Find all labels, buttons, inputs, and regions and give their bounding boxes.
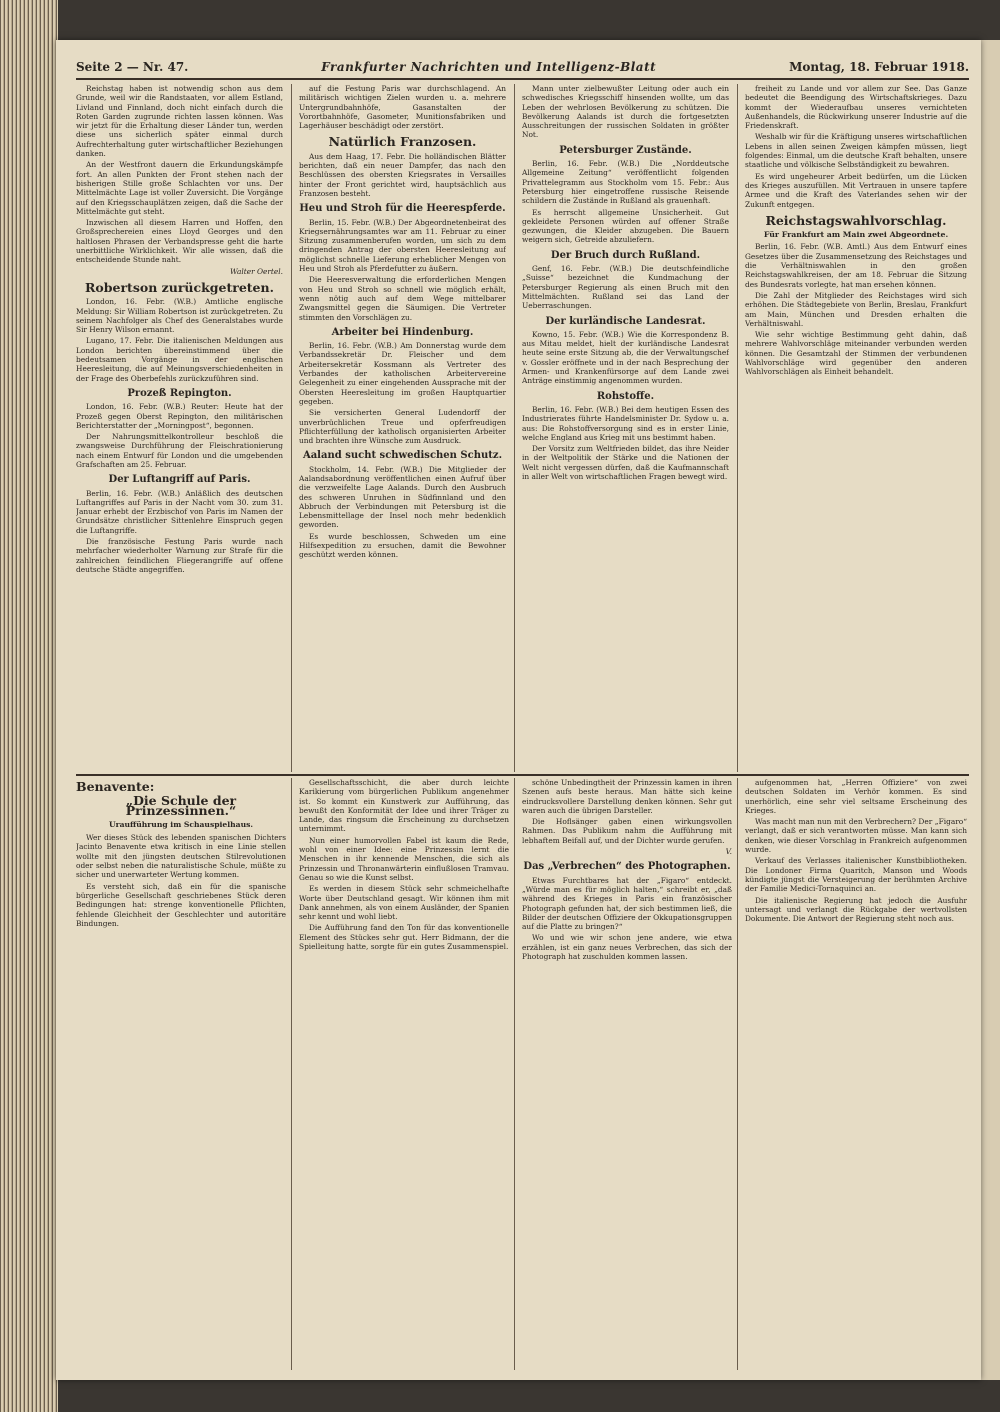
article-text: Stockholm, 14. Febr. (W.B.) Die Mitglieder der Aalandsabordnung veröffentlichen einen Aufruf über die verzweifelte Lage Aalands. Durch den Ausbruch des schweren Unruhen in Südfinnland und den Abbruch der Verbindungen mit Petersburg ist die Lebensmittellage der Insel noch mehr bedenklich geworden. — [299, 464, 506, 530]
column-4 — [745, 84, 967, 770]
article-text: Die Hoflsänger gaben einen wirkungsvollen Rahmen. Das Publikum nahm die Aufführung mit lebhaftem Beifall auf, und der Dichter wurde gerufen. — [522, 817, 732, 845]
article-text: Berlin, 16. Febr. (W.B.) Die „Norddeutsche Allgemeine Zeitung“ veröffentlicht folgenden Privattelegramm aus Stockholm vom 15. Febr.: Aus Petersburg hier eingetroffene russische Reisende schildern die Zustände in Rußland als grauenhaft. — [522, 159, 729, 206]
headline-franzosen: Natürlich Franzosen. — [328, 134, 477, 150]
article-text: London, 16. Febr. (W.B.) Amtliche englische Meldung: Sir William Robertson ist zurückgetreten. Zu seinem Nachfolger als Chef des Generalstabes wurde Sir Henry Wilson ernannt. — [76, 297, 283, 335]
article-signature: Walter Oertel. — [230, 266, 283, 276]
article-text: Wer dieses Stück des lebenden spanischen Dichters Jacinto Benavente etwa kritisch in eine Linie stellen wollte mit den jüngsten deutschen Stilrevolutionen oder selbst neben die naturalistische Schule, müßte zu sicher und unerwarteter Wertung kommen. — [76, 833, 286, 880]
subheadline: Für Frankfurt am Main zwei Abgeordnete. — [763, 230, 949, 240]
article-text: Etwas Furchtbares hat der „Figaro“ entdeckt. „Würde man es für möglich halten,“ schreibt er, „daß während des Krieges in Paris ein französischer Photograph gefunden hat, der sich bestimmen ließ, die Bilder der deutschen Offiziere der Okkupationsgruppen auf die Platte zu bringen?“ — [522, 875, 732, 932]
article-text: Berlin, 16. Febr. (W.B.) Anläßlich des deutschen Luftangriffes auf Paris in der Nacht vom 30. zum 31. Januar erhebt der Erzbischof von Paris im Namen der Grundsätze christlicher Sittenlehre Einspruch gegen die Luftangriffe. — [76, 488, 283, 535]
feuilleton-column-3 — [522, 778, 732, 1368]
masthead: Frankfurter Nachrichten und Intelligenz-Blatt — [321, 60, 657, 74]
article-text: Gesellschaftsschicht, die aber durch leichte Karikierung vom bürgerlichen Publikum angenehmer ist. So kommt ein Kunstwerk zur Aufführung, das bewußt den Konformität der Idee und ihrer Träger zu Lande, das ringsum die Erscheinung zu durchsetzen unternimmt. — [299, 778, 509, 834]
article-text: Es wurde beschlossen, Schweden um eine Hilfsexpedition zu ersuchen, damit die Bewohner geschützt werden können. — [299, 531, 506, 560]
headline-benavente: Benavente: — [76, 779, 155, 794]
next-page-edge — [981, 40, 1000, 1380]
article-text: Der Nahrungsmittelkontrolleur beschloß die zwangsweise Durchführung der Fleischrationierung nach einem Entwurf für London und die umgebenden Grafschaften am 25. Februar. — [76, 432, 283, 469]
article-text: Berlin, 16. Febr. (W.B. Amtl.) Aus dem Entwurf eines Gesetzes über die Zusammensetzung des Reichstages und die Verhältniswahlen in den großen Reichstagswahlkreisen, der am 18. Februar die Sitzung des Bundesrats vorlegte, hat man ersehen können. — [745, 242, 967, 289]
subheadline: Uraufführung im Schauspielhaus. — [108, 819, 254, 829]
headline-repington: Prozeß Repington. — [127, 387, 232, 399]
feuilleton-column-1 — [76, 778, 286, 1368]
feuilleton-column-4 — [745, 778, 967, 1368]
article-text: freiheit zu Lande und vor allem zur See. Das Ganze bedeutet die Beendigung des Wirtschaftskrieges. Dazu kommt der Wiederaufbau unseres vernichteten Außenhandels, die Rückwirkung unserer Industrie auf die Friedenskraft. — [745, 84, 967, 131]
article-text: Berlin, 15. Febr. (W.B.) Der Abgeordnetenbeirat des Kriegsernährungsamtes war am 11. Februar zu einer Sitzung zusammenberufen worden, um sich zu dem dringenden Antrag der obersten Heeresleitung auf möglichst schnelle Lieferung erheblicher Mengen von Heu und Stroh als Pferdefutter zu äußern. — [299, 217, 506, 274]
article-text: Berlin, 16. Febr. (W.B.) Bei dem heutigen Essen des Industrierates führte Handelsminister Dr. Sydow u. a. aus: Die Rohstoffversorgung sind es in erster Linie, welche England aus Krieg mit uns bestimmt haben. — [522, 404, 729, 442]
article-text: Der Vorsitz zum Weltfrieden bildet, das ihre Neider in der Weltpolitik der Stärke und die Nationen der Welt nicht vergessen dürfen, daß die Kaufmannschaft in aller Welt von wirtschaftlichen Fragen bewegt wird. — [522, 444, 729, 481]
article-text: auf die Festung Paris war durchschlagend. An militärisch wichtigen Zielen wurden u. a. mehrere Untergrundbahnhöfe, Gasanstalten der Vorortbahnhöfe, Gasometer, Munitionsfabriken und Lagerhäuser beschädigt oder zerstört. — [299, 84, 506, 131]
column-rule — [514, 778, 515, 1370]
article-text: Genf, 16. Febr. (W.B.) Die deutschfeindliche „Suisse“ bezeichnet die Kundmachung der Petersburger Regierung als einen Bruch mit den Mittelmächten. Rußland sei das Land der Ueberraschungen. — [522, 264, 729, 311]
article-signature: V. — [725, 847, 732, 857]
headline-heu-stroh: Heu und Stroh für die Heerespferde. — [299, 203, 506, 215]
headline-landesrat: Der kurländische Landesrat. — [545, 315, 706, 327]
column-2 — [299, 84, 506, 770]
headline-hindenburg: Arbeiter bei Hindenburg. — [331, 326, 474, 338]
headline-rohstoffe: Rohstoffe. — [596, 390, 655, 402]
article-text: Aus dem Haag, 17. Febr. Die holländischen Blätter berichten, daß ein neuer Dampfer, das nach den Beschlüssen des obersten Kriegsrates in Versailles hinter der Front gerichtet wird, hauptsächlich aus Franzosen besteht. — [299, 151, 506, 198]
column-1 — [76, 84, 283, 770]
article-text: Es versteht sich, daß ein für die spanische bürgerliche Gesellschaft geschriebenes Stück deren Bedingungen hat: strenge konventionelle Pflichten, fehlende Gleichheit der Geschlechter und autoritäre Bindungen. — [76, 881, 286, 928]
column-rule — [291, 778, 292, 1370]
article-text: Wo und wie wir schon jene andere, wie etwa erzählen, ist ein ganz neues Verbrechen, das sich der Photograph hat zuschulden kommen lassen. — [522, 933, 732, 962]
article-text: Sie versicherten General Ludendorff der unverbrüchlichen Treue und opferfreudigen Pflichterfüllung der katholisch organisierten Arbeiter und brachten ihre Wünsche zum Ausdruck. — [299, 408, 506, 446]
article-text: London, 16. Febr. (W.B.) Reuter: Heute hat der Prozeß gegen Oberst Repington, den militärischen Berichterstatter der „Morningpost“, begonnen. — [76, 402, 283, 430]
headline-luftangriff: Der Luftangriff auf Paris. — [108, 474, 251, 486]
feuilleton-separator — [76, 774, 969, 776]
article-text: Die Zahl der Mitglieder des Reichstages wird sich erhöhen. Die Städtegebiete von Berlin, Breslau, Frankfurt am Main, München und Dresden erhalten die Verhältniswahl. — [745, 290, 967, 328]
article-text: Verkauf des Verlasses italienischer Kunstbibliotheken. Die Londoner Firma Quaritch, Manson und Woods kündigte jüngst die Versteigerung der berühmten Archive der Familie Medici-Tornaquinci an. — [745, 856, 967, 894]
article-text: Es werden in diesem Stück sehr schmeichelhafte Worte über Deutschland gesagt. Wir können ihm mit Dank annehmen, als von einem Ausländer, der Spanien sehr kennt und wohl liebt. — [299, 884, 509, 922]
headline-reichstagswahl: Reichstagswahlvorschlag. — [765, 212, 947, 228]
headline-robertson: Robertson zurückgetreten. — [85, 279, 274, 295]
article-text: Die Heeresverwaltung die erforderlichen Mengen von Heu und Stroh so schnell wie möglich erhält, wenn nötig auch auf dem Wege mittelbarer Zwangsmittel gegen die Säumigen. Die Vertreter stimmten den Vorschlägen zu. — [299, 275, 506, 322]
article-text: Die italienische Regierung hat jedoch die Ausfuhr untersagt und verlangt die Rückgabe der wertvollsten Dokumente. Die Antwort der Regierung steht noch aus. — [745, 895, 967, 924]
article-text: Nun einer humorvollen Fabel ist kaum die Rede, wohl von einer Idee: eine Prinzessin lernt die Menschen in ihr kennende Menschen, die sich als Prinzessin und Thronanwärterin einflußlosen Tramvau. Genau so wie die Kunst selbst. — [299, 835, 509, 882]
column-rule — [737, 778, 738, 1370]
article-text: aufgenommen hat, „Herren Offiziere“ von zwei deutschen Soldaten im Verhör kommen. Es sind unerhörlich, eine sehr viel seltsame Erscheinung des Krieges. — [745, 778, 967, 815]
article-text: Lugano, 17. Febr. Die italienischen Meldungen aus London berichten übereinstimmend über die bedeutsamen Vorgänge in der englischen Heeresleitung, die auf Meinungsverschiedenheiten in der Frage des Oberbefehls zurückzuführen sind. — [76, 336, 283, 383]
article-text: Wie sehr wichtige Bestimmung geht dahin, daß mehrere Wahlvorschläge miteinander verbunden werden können. Die Gesamtzahl der Stimmen der verbundenen Wahlvorschläge wird gegenüber den anderen Wahlvorschlägen als Einheit behandelt. — [745, 330, 967, 377]
article-text: Es herrscht allgemeine Unsicherheit. Gut gekleidete Personen würden auf offener Straße gezwungen, die Kleider abzugeben. Die Bauern weigern sich, Getreide abzuliefern. — [522, 207, 729, 245]
article-text: Es wird ungeheurer Arbeit bedürfen, um die Lücken des Krieges auszufüllen. Mit Vertrauen in unsere tapfere Armee und die Kraft des Vaterlandes sehen wir der Zukunft entgegen. — [745, 171, 967, 209]
book-page-edges — [0, 0, 58, 1412]
article-text: An der Westfront dauern die Erkundungskämpfe fort. An allen Punkten der Front stehen nach der bisherigen Stille große Schlachten vor uns. Der Mittelmächte Lage ist voller Zuversicht. Die Vorgänge auf den Kriegsschauplätzen zeigen, daß die Sache der Mittelmächte gut steht. — [76, 160, 283, 216]
headline-petersburg: Petersburger Zustände. — [559, 144, 692, 156]
column-rule — [737, 84, 738, 772]
column-3 — [522, 84, 729, 770]
article-text: schöne Unbedingtheit der Prinzessin kamen in ihren Szenen aufs beste heraus. Man hätte sich keine eindrucksvollere Darstellung denken können. Sehr gut waren auch die übrigen Darsteller. — [522, 778, 732, 815]
headline-bruch: Der Bruch durch Rußland. — [550, 249, 701, 261]
column-rule — [514, 84, 515, 772]
article-text: Inzwischen all diesem Harren und Hoffen, den Großsprechereien eines Lloyd Georges und den haltlosen Phrasen der Verbandspresse geht die harte unerbittliche Wirklichkeit. Wir alle wissen, daß die entscheidende Stunde naht. — [76, 218, 283, 265]
headline-aaland: Aaland sucht schwedischen Schutz. — [302, 450, 503, 462]
column-rule — [291, 84, 292, 772]
article-text: Berlin, 16. Febr. (W.B.) Am Donnerstag wurde dem Verbandssekretär Dr. Fleischer und dem Arbeitersekretär Kossmann als Vertreter des Verbandes der katholischen Arbeitervereine Gelegenheit zu einer eingehenden Aussprache mit der Obersten Heeresleitung im großen Hauptquartier gegeben. — [299, 341, 506, 406]
headline-photograph: Das „Verbrechen“ des Photographen. — [523, 861, 731, 873]
article-text: Was macht man nun mit den Verbrechern? Der „Figaro“ verlangt, daß er sich verantworten müsse. Man kann sich denken, wie dieser Vorschlag in Frankreich aufgenommen wurde. — [745, 817, 967, 855]
article-text: Die Aufführung fand den Ton für das konventionelle Element des Stückes sehr gut. Herr Bidmann, der die Spielleitung hatte, sorgte für ein gutes Zusammenspiel. — [299, 923, 509, 952]
headline-prinzessinnen: „Die Schule der Prinzessinnen.“ — [125, 793, 237, 818]
article-text: Kowno, 15. Febr. (W.B.) Wie die Korrespondenz B. aus Mitau meldet, hielt der kurländische Landesrat heute seine erste Sitzung ab, die der Verwaltungschef v. Gossler eröffnete und in der nach Besprechung der Armen- und Krankenfürsorge auf dem Lande zwei Anträge einstimmig angenommen wurden. — [522, 329, 729, 386]
article-text: Reichstag haben ist notwendig schon aus dem Grunde, weil wir die Randstaaten, vor allem Estland, Livland und Finnland, doch nicht einfach durch die Roten Garden zugrunde richten lassen können. Was wir jetzt für die Erhaltung dieser Länder tun, werden diese uns sicherlich später einmal durch Aufrechterhaltung guter wirtschaftlicher Beziehungen danken. — [76, 84, 283, 159]
page-number: Seite 2 — Nr. 47. — [76, 60, 189, 74]
issue-date: Montag, 18. Februar 1918. — [789, 60, 969, 74]
newspaper-page — [56, 40, 981, 1380]
feuilleton-column-2 — [299, 778, 509, 1368]
article-text: Die französische Festung Paris wurde nach mehrfacher wiederholter Warnung zur Strafe für die zahlreichen feindlichen Fliegerangriffe auf offene deutsche Städte angegriffen. — [76, 537, 283, 574]
article-text: Mann unter zielbewußter Leitung oder auch ein schwedisches Kriegsschiff hinsenden wollte, um das Leben der wehrlosen Bevölkerung zu schützen. Die Bevölkerung Aalands ist durch die fortgesetzten Ausschreitungen der russischen Soldaten in größter Not. — [522, 84, 729, 140]
page-header — [76, 56, 969, 80]
article-text: Weshalb wir für die Kräftigung unseres wirtschaftlichen Lebens in allen seinen Zweigen kämpfen müssen, liegt folgendes: Einmal, um die deutsche Kraft behalten, unsere staatliche und völkische Selbständigkeit zu bewahren. — [745, 132, 967, 170]
